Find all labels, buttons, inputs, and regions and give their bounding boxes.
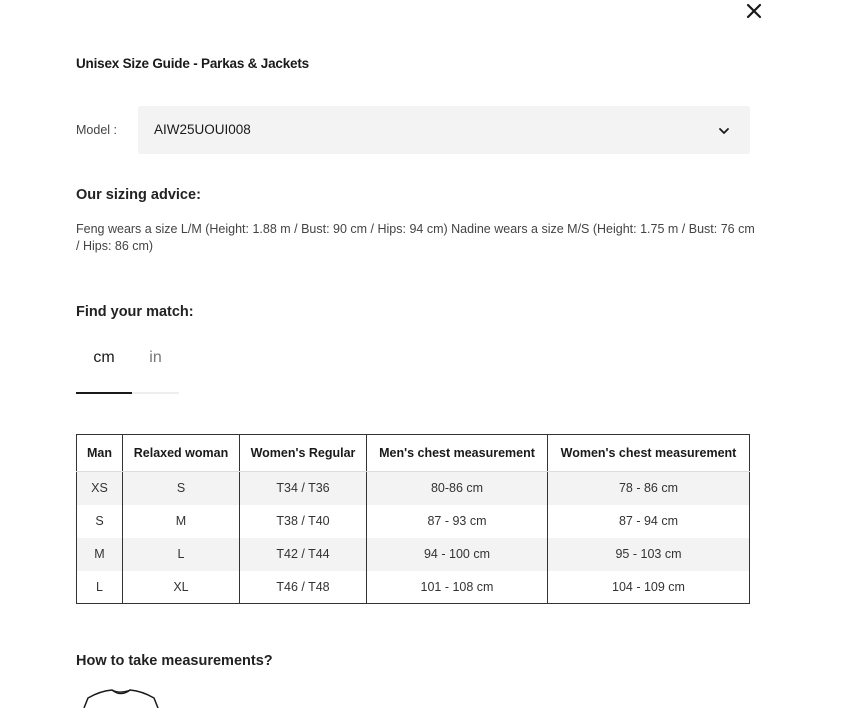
column-header-womens-chest: Women's chest measurement <box>548 435 750 472</box>
column-header-womens-regular: Women's Regular <box>240 435 367 472</box>
page-title: Unisex Size Guide - Parkas & Jackets <box>76 56 309 71</box>
table-row <box>77 571 750 604</box>
size-table <box>76 434 750 604</box>
find-match-heading: Find your match: <box>76 304 194 320</box>
table-cell: 101 - 108 cm <box>367 571 548 604</box>
table-cell: 104 - 109 cm <box>548 571 750 604</box>
unit-tabs <box>76 340 179 394</box>
model-selected-value: AIW25UOUI008 <box>154 122 251 137</box>
measurements-heading: How to take measurements? <box>76 653 273 669</box>
table-cell: M <box>77 538 123 571</box>
chevron-down-icon <box>718 124 730 142</box>
column-header-man: Man <box>77 435 123 472</box>
table-cell: T38 / T40 <box>240 505 367 538</box>
tab-in[interactable]: in <box>132 340 179 394</box>
table-cell: T46 / T48 <box>240 571 367 604</box>
sizing-advice-heading: Our sizing advice: <box>76 187 201 203</box>
table-cell: 95 - 103 cm <box>548 538 750 571</box>
column-header-relaxed-woman: Relaxed woman <box>123 435 240 472</box>
table-cell: T42 / T44 <box>240 538 367 571</box>
table-cell: T34 / T36 <box>240 472 367 505</box>
close-icon <box>744 0 766 22</box>
column-header-mens-chest: Men's chest measurement <box>367 435 548 472</box>
table-cell: L <box>77 571 123 604</box>
table-cell: 87 - 94 cm <box>548 505 750 538</box>
table-header-row <box>77 435 750 472</box>
table-cell: S <box>123 472 240 505</box>
table-cell: S <box>77 505 123 538</box>
table-cell: XS <box>77 472 123 505</box>
table-row <box>77 472 750 505</box>
tshirt-icon <box>82 688 162 713</box>
model-label: Model : <box>76 123 117 137</box>
model-select[interactable] <box>138 106 750 154</box>
table-cell: 87 - 93 cm <box>367 505 548 538</box>
table-cell: 94 - 100 cm <box>367 538 548 571</box>
table-row <box>77 505 750 538</box>
tab-cm[interactable]: cm <box>76 340 132 394</box>
table-cell: XL <box>123 571 240 604</box>
table-cell: M <box>123 505 240 538</box>
table-row <box>77 538 750 571</box>
table-cell: 78 - 86 cm <box>548 472 750 505</box>
table-cell: L <box>123 538 240 571</box>
close-button[interactable] <box>744 0 766 22</box>
sizing-advice-text: Feng wears a size L/M (Height: 1.88 m / Bust: 90 cm / Hips: 94 cm) Nadine wears a size M/S (Height: 1.75 m / Bust: 76 cm / Hips: 86 cm) <box>76 222 755 253</box>
table-cell: 80-86 cm <box>367 472 548 505</box>
